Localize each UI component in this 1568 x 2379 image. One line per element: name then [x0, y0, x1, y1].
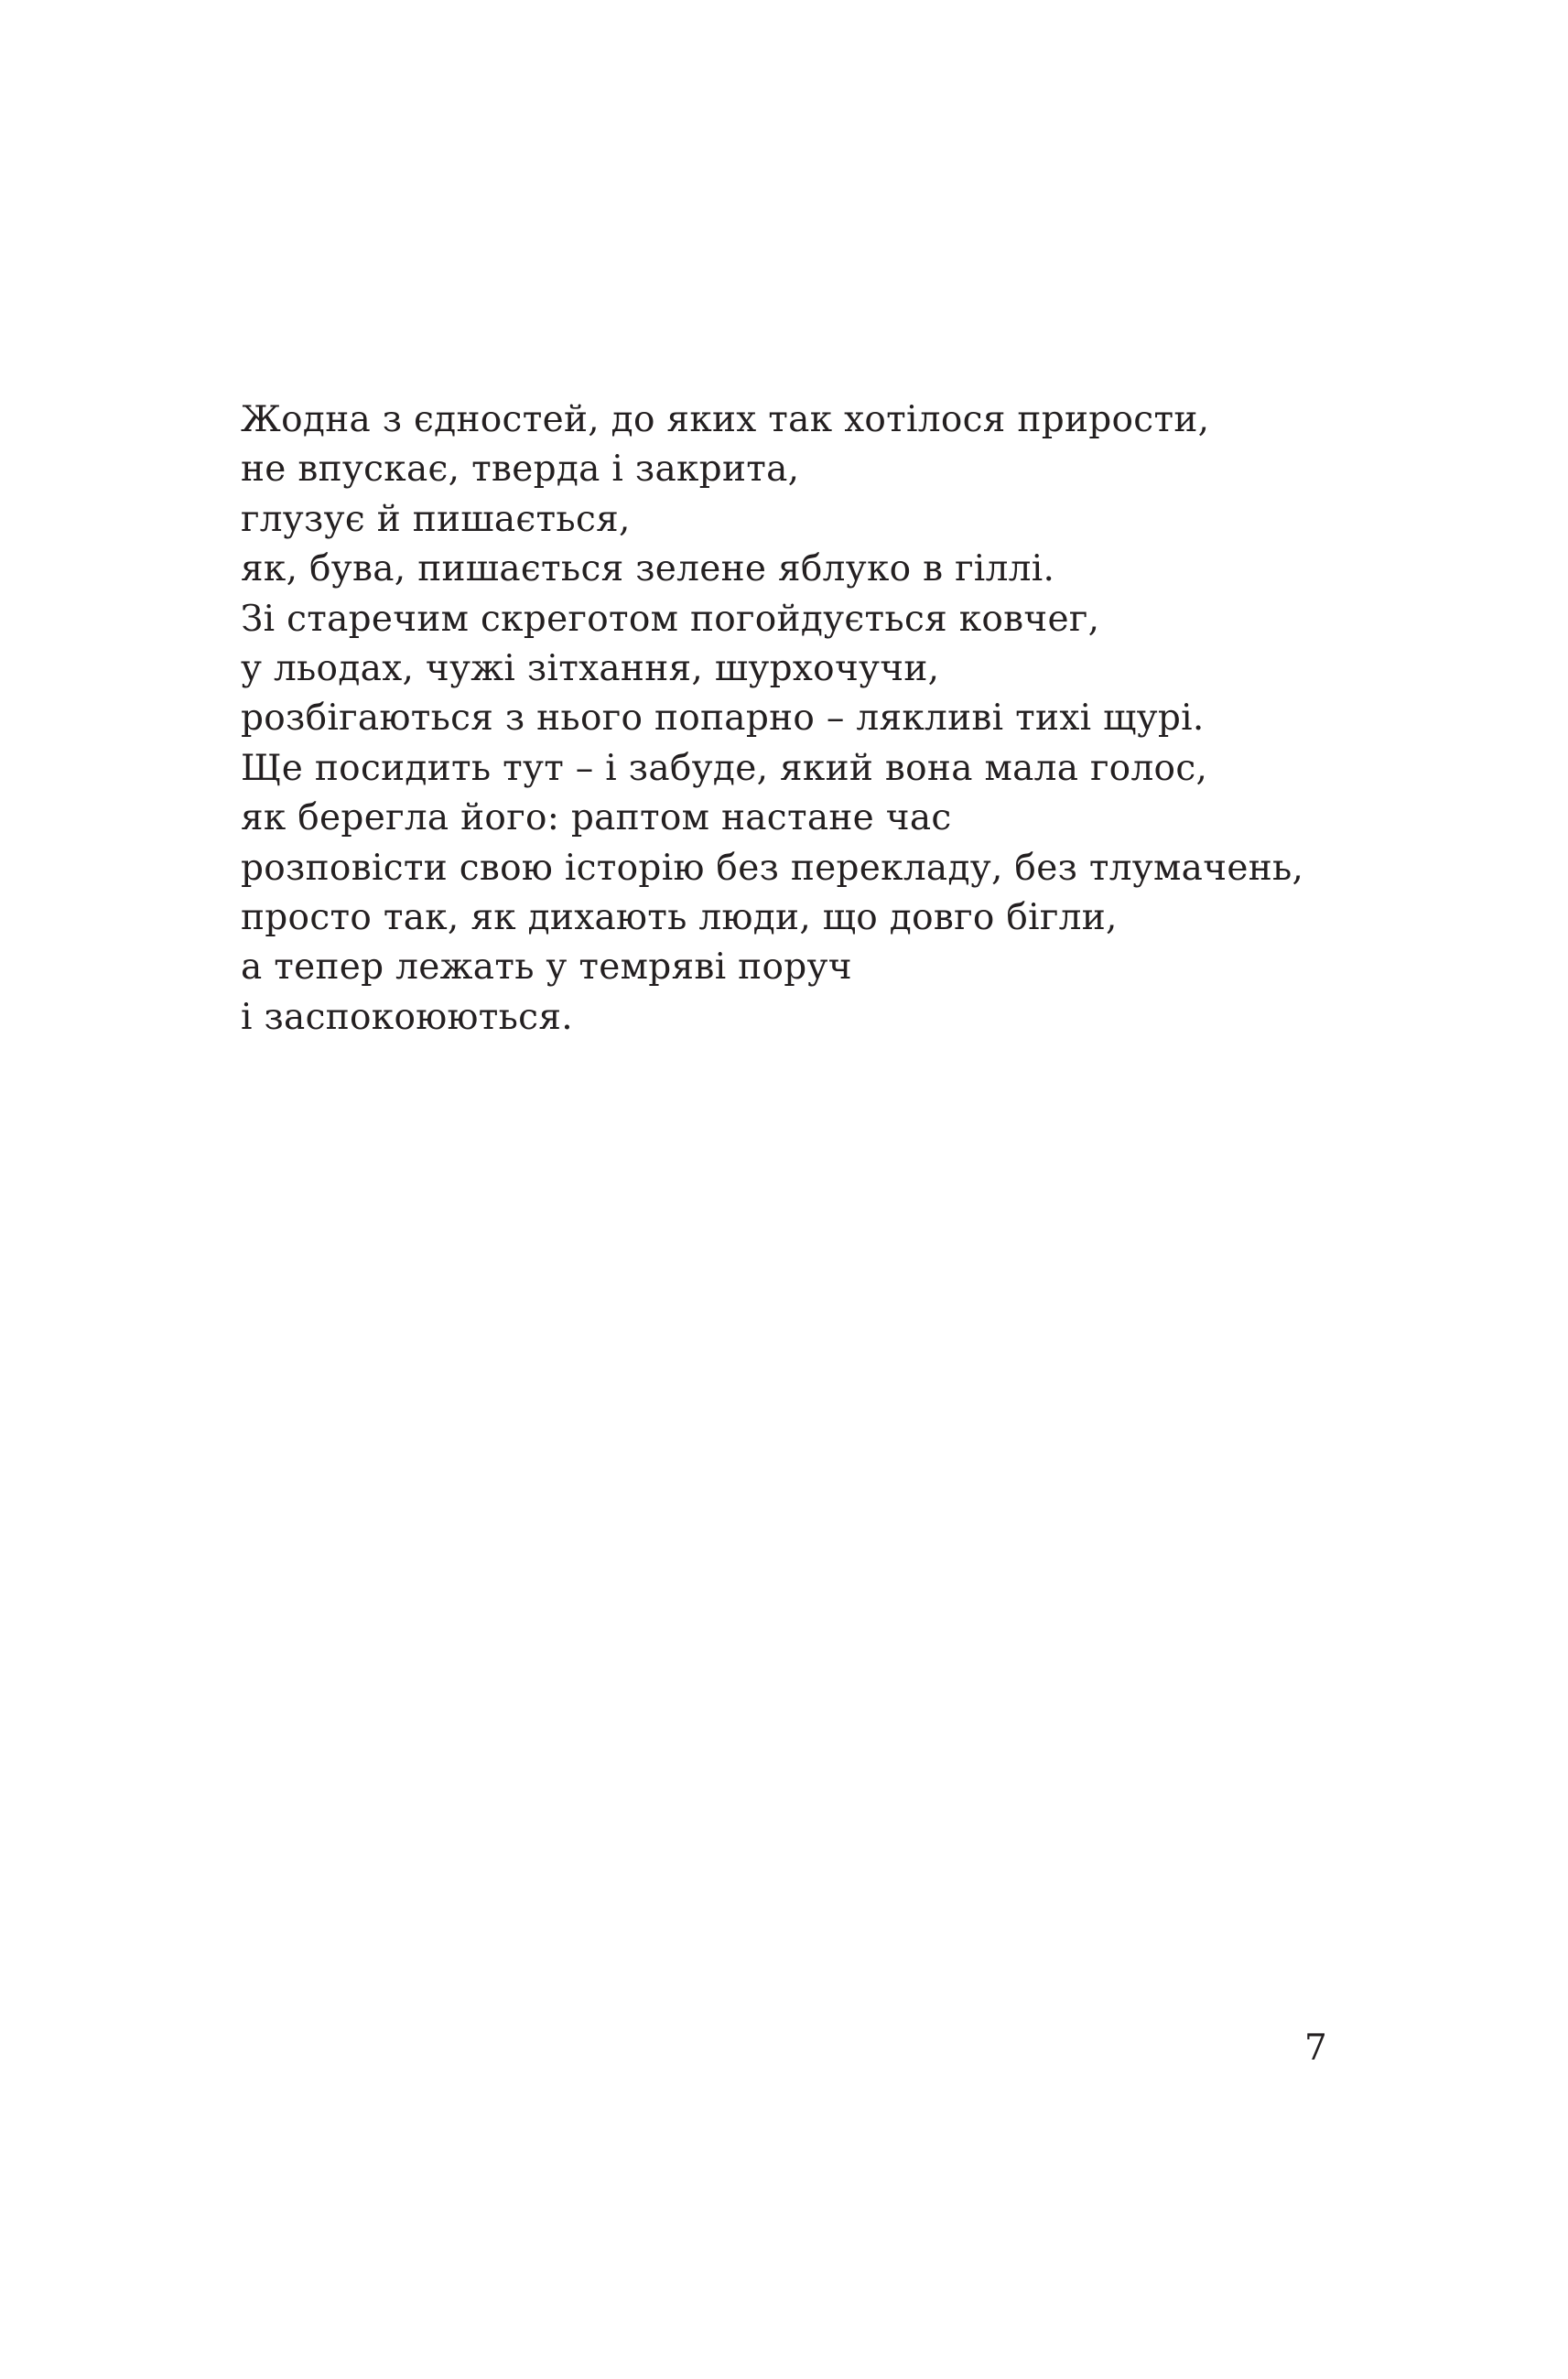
- poem-line: як берегла його: раптом настане час: [241, 797, 952, 839]
- poem-line: розбігаються з нього попарно – лякливі тихі щурі.: [241, 697, 1205, 740]
- poem-line: а тепер лежать у темряві поруч: [241, 946, 852, 989]
- poem-text: [241, 395, 1431, 1043]
- poem-line: у льодах, чужі зітхання, шурхочучи,: [241, 648, 940, 690]
- poem-line: як, бува, пишається зелене яблуко в гіллі.: [241, 548, 1055, 590]
- page-number: 7: [1304, 2028, 1327, 2069]
- poem-line: просто так, як дихають люди, що довго бігли,: [241, 897, 1118, 939]
- poem-line: глузує й пишається,: [241, 498, 631, 540]
- poem-line: Ще посидить тут – і забуде, який вона мала голос,: [241, 747, 1208, 789]
- poem-line: не впускає, тверда і закрита,: [241, 449, 800, 491]
- poem-line: розповісти свою історію без перекладу, без тлумачень,: [241, 847, 1304, 889]
- poem-line: Жодна з єдностей, до яких так хотілося прирости,: [241, 399, 1210, 440]
- poem-line: і заспокоюються.: [241, 996, 573, 1038]
- poem-line: Зі старечим скреготом погойдується ковчег,: [241, 598, 1100, 640]
